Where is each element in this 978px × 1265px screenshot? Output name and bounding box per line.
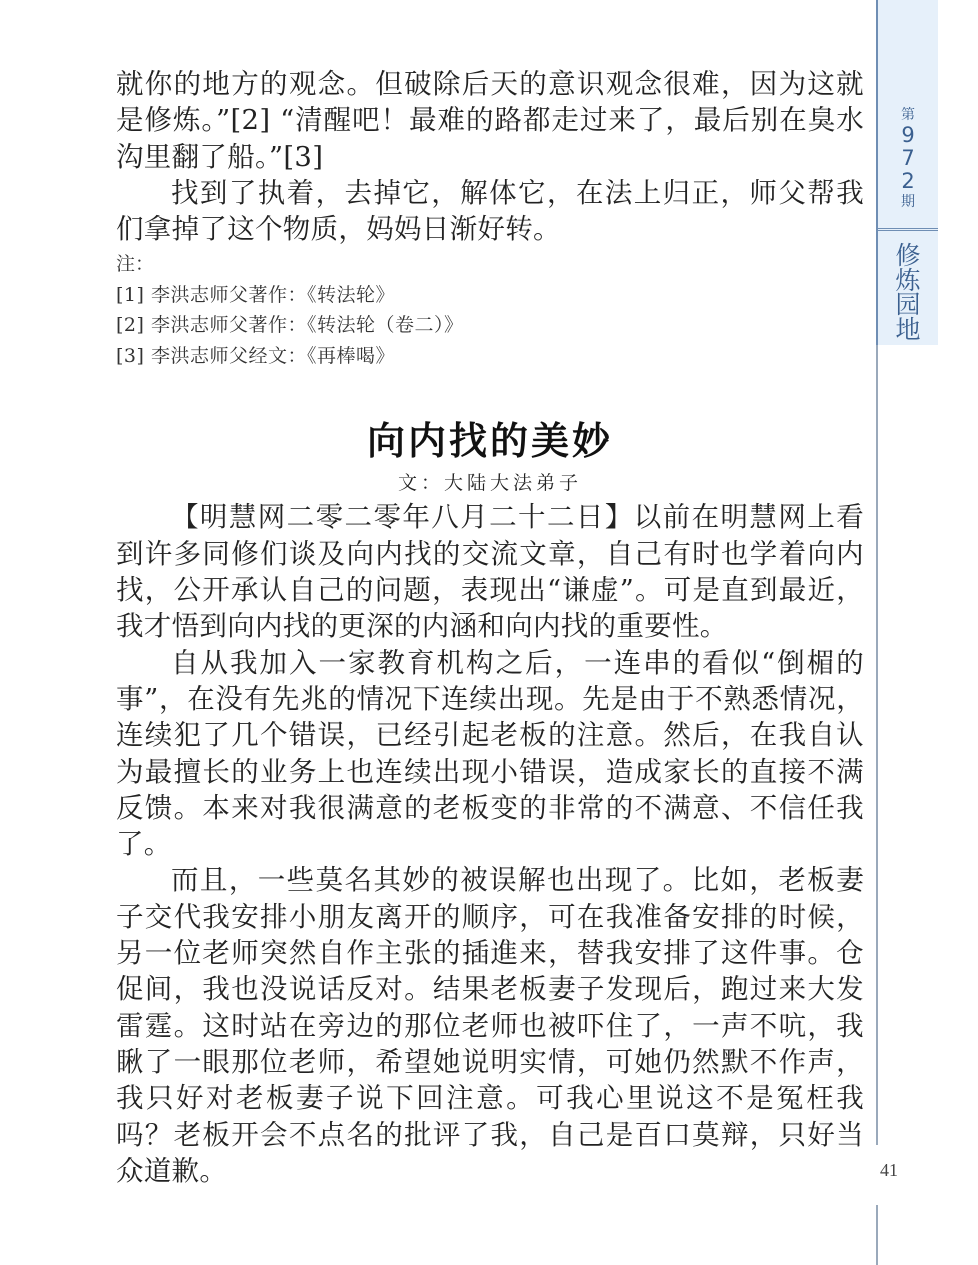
issue-suffix: 期	[901, 194, 915, 210]
notes-label: 注：	[116, 253, 155, 276]
body-paragraph: 找到了执着，去掉它，解体它，在法上归正，师父帮我们拿掉了这个物质，妈妈日渐好转。	[116, 176, 864, 246]
margin-rule-bottom	[876, 1205, 878, 1265]
page-number: 41	[880, 1160, 898, 1180]
article-byline: 文：大陆大法弟子	[397, 472, 582, 495]
footnote: [2] 李洪志师父著作：《转法轮（卷二）》	[116, 314, 464, 337]
footnote: [1] 李洪志师父著作：《转法轮》	[116, 283, 395, 306]
footnote: [3] 李洪志师父经文：《再棒喝》	[116, 344, 395, 367]
body-paragraph: 而且，一些莫名其妙的被误解也出现了。比如，老板妻子交代我安排小朋友离开的顺序，可在我准备安排的时候，另一位老师突然自作主张的插進来，替我安排了这件事。仓促间，我也没说话反对。结果老板妻子发现后，跑过来大发雷霆。这时站在旁边的那位老师也被吓住了，一声不吭，我瞅了一眼那位老师，希望她说明实情，可她仍然默不作声，我只好对老板妻子说下回注意。可我心里说这不是冤枉我吗？老板开会不点名的批评了我，自己是百口莫辩，只好当众道歉。	[116, 864, 864, 1187]
footnotes	[116, 249, 864, 371]
margin-rule	[876, 345, 878, 1145]
page-body	[116, 66, 864, 1189]
body-paragraph: 自从我加入一家教育机构之后，一连串的看似“倒楣的事”，在没有先兆的情况下连续出现。先是由于不熟悉情况，连续犯了几个错误，已经引起老板的注意。然后，在我自认为最擅长的业务上也连续出现小错误，造成家长的直接不满反馈。本来对我很满意的老板变的非常的不满意、不信任我了。	[116, 646, 864, 861]
body-paragraph: 就你的地方的观念。但破除后天的意识观念很难，因为这就是修炼。”[2] “清醒吧！最难的路都走过来了，最后别在臭水沟里翻了船。”[3]	[116, 68, 864, 173]
section-char: 炼	[895, 265, 921, 295]
issue-digit: 9	[901, 123, 915, 147]
body-paragraph: 【明慧网二零二零年八月二十二日】以前在明慧网上看到许多同修们谈及向内找的交流文章，自己有时也学着向内找，公开承认自己的问题，表现出“谦虚”。可是直到最近，我才悟到向内找的更深的内涵和向内找的重要性。	[116, 501, 864, 643]
sidebar-divider	[878, 228, 938, 231]
section-label	[878, 241, 938, 344]
section-char: 园	[895, 290, 921, 319]
issue-prefix: 第	[901, 107, 915, 123]
issue-digit: 7	[901, 146, 915, 170]
issue-label	[878, 106, 938, 211]
issue-digit: 2	[901, 169, 915, 193]
section-char: 地	[895, 314, 921, 344]
article-title: 向内找的美妙	[366, 418, 613, 464]
section-char: 修	[895, 241, 921, 270]
issue-sidebar	[876, 0, 938, 345]
